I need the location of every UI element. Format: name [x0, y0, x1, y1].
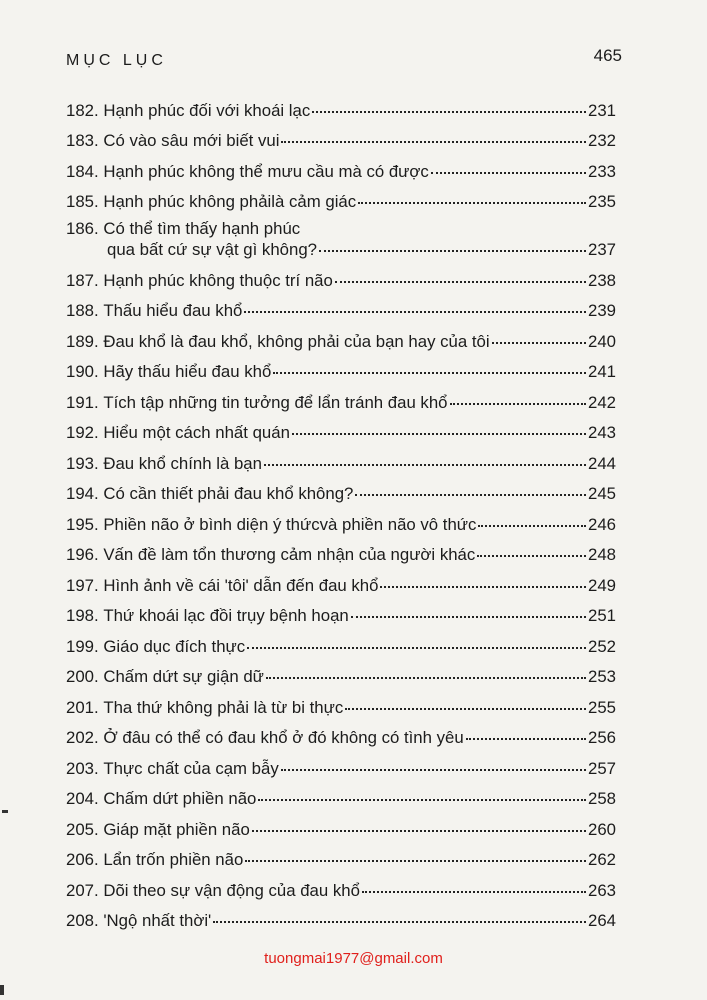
toc-entry — [66, 571, 616, 602]
toc-entry-line — [66, 101, 616, 121]
dot-leader — [477, 555, 586, 557]
toc-entry-page: 241 — [588, 362, 616, 381]
toc-entry-page: 249 — [588, 575, 616, 595]
toc-entry-number: 204. — [66, 789, 99, 808]
section-title: MỤC LỤC — [66, 52, 167, 69]
toc-entry-line — [66, 820, 616, 840]
toc-entry-title: qua bất cứ sự vật gì không? — [107, 240, 317, 259]
toc-entry-line — [66, 423, 616, 443]
toc-entry-line — [66, 192, 616, 212]
toc-entry — [66, 785, 616, 816]
toc-entry — [66, 754, 616, 785]
toc-entry-line — [66, 545, 616, 565]
toc-entry — [66, 266, 616, 297]
toc-entry-number: 192. — [66, 423, 99, 442]
toc-entry-line — [66, 850, 616, 870]
dot-leader — [492, 342, 586, 344]
dot-leader — [450, 403, 587, 405]
toc-entry — [66, 480, 616, 511]
toc-entry-line — [66, 393, 616, 413]
toc-entry-page: 260 — [588, 819, 616, 839]
toc-entry-page: 245 — [588, 484, 616, 503]
toc-entry-page: 258 — [588, 789, 616, 808]
toc-entry — [66, 541, 616, 572]
toc-entry-number: 203. — [66, 758, 99, 778]
dot-leader — [358, 202, 586, 204]
toc-entry-page: 251 — [588, 606, 616, 625]
toc-entry-line — [66, 698, 616, 718]
toc-entry-page: 255 — [588, 697, 616, 717]
toc-entry-number: 191. — [66, 392, 99, 412]
dot-leader — [355, 494, 586, 496]
toc-entry-page: 257 — [588, 758, 616, 778]
toc-entry-title: Thấu hiểu đau khổ — [103, 301, 243, 320]
dot-leader — [431, 172, 586, 174]
dot-leader — [266, 677, 586, 679]
toc-entry-number: 198. — [66, 606, 99, 625]
scan-mark — [0, 985, 4, 995]
toc-entry — [66, 327, 616, 358]
dot-leader — [213, 921, 586, 923]
toc-entry — [66, 663, 616, 694]
toc-entry-number: 185. — [66, 192, 99, 211]
toc-entry-title-line1 — [66, 219, 300, 239]
toc-entry-number: 200. — [66, 667, 99, 686]
toc-entry-title: Chấm dứt phiền não — [103, 789, 257, 808]
toc-entry-line — [66, 271, 616, 291]
toc-entry-line — [66, 131, 616, 151]
toc-entry — [66, 724, 616, 755]
dot-leader — [252, 830, 586, 832]
page-header — [66, 46, 622, 76]
toc-entry-number: 187. — [66, 270, 99, 290]
toc-entry-line — [66, 484, 616, 504]
toc-entry-number: 201. — [66, 697, 99, 717]
toc-entry-number: 208. — [66, 911, 99, 930]
dot-leader — [281, 769, 586, 771]
toc-entry — [66, 815, 616, 846]
toc-entry — [66, 602, 616, 633]
toc-entry-line — [66, 667, 616, 687]
toc-entry-page: 246 — [588, 514, 616, 534]
toc-entry — [66, 218, 616, 266]
toc-entry-number: 182. — [66, 100, 99, 120]
table-of-contents — [66, 96, 616, 937]
toc-entry-title: Giáo dục đích thực — [103, 636, 246, 656]
toc-entry-number: 183. — [66, 131, 99, 150]
dot-leader — [335, 281, 586, 283]
toc-entry-title: Hạnh phúc đối với khoái lạc — [103, 100, 311, 120]
dot-leader — [247, 647, 586, 649]
toc-entry-line — [66, 881, 616, 901]
toc-entry — [66, 876, 616, 907]
toc-entry-page: 262 — [588, 850, 616, 869]
toc-entry-line — [66, 789, 616, 809]
dot-leader — [351, 616, 586, 618]
toc-entry-line — [66, 911, 616, 931]
toc-entry-title: Ở đâu có thể có đau khổ ở đó không có tình yêu — [103, 728, 464, 747]
toc-entry-title: Giáp mặt phiền não — [103, 819, 250, 839]
toc-entry-page: 244 — [588, 453, 616, 473]
toc-entry — [66, 449, 616, 480]
toc-entry-line — [66, 332, 616, 352]
toc-entry-page: 237 — [588, 240, 616, 259]
toc-entry — [66, 358, 616, 389]
toc-entry-line — [66, 162, 616, 182]
toc-entry-line — [66, 576, 616, 596]
toc-entry-number: 188. — [66, 301, 99, 320]
toc-entry-number: 184. — [66, 161, 99, 181]
toc-entry — [66, 96, 616, 127]
toc-entry-number: 189. — [66, 331, 99, 351]
toc-entry-page: 233 — [588, 161, 616, 181]
toc-entry-title: Hạnh phúc không phảilà cảm giác — [103, 192, 357, 211]
toc-entry — [66, 297, 616, 328]
dot-leader — [312, 111, 586, 113]
toc-entry-page: 235 — [588, 192, 616, 211]
toc-entry-number: 202. — [66, 728, 99, 747]
toc-entry-page: 253 — [588, 667, 616, 686]
dot-leader — [478, 525, 586, 527]
toc-entry-title: Tha thứ không phải là từ bi thực — [103, 697, 344, 717]
toc-entry-title: Đau khổ là đau khổ, không phải của bạn hay của tôi — [103, 331, 490, 351]
toc-entry — [66, 907, 616, 938]
toc-entry-line — [66, 606, 616, 626]
toc-entry-number: 207. — [66, 880, 99, 900]
toc-entry-line — [66, 515, 616, 535]
page-number: 465 — [593, 46, 622, 65]
toc-entry — [66, 127, 616, 158]
toc-entry-line — [66, 301, 616, 321]
toc-entry-page: 239 — [588, 301, 616, 320]
dot-leader — [466, 738, 586, 740]
toc-entry-page: 242 — [588, 392, 616, 412]
dot-leader — [281, 141, 586, 143]
toc-entry-title: Vấn đề làm tổn thương cảm nhận của người khác — [103, 545, 476, 564]
dot-leader — [258, 799, 586, 801]
toc-entry-page: 232 — [588, 131, 616, 150]
toc-entry-number: 205. — [66, 819, 99, 839]
dot-leader — [264, 464, 586, 466]
toc-entry — [66, 419, 616, 450]
toc-entry-title: Chấm dứt sự giận dữ — [103, 667, 264, 686]
dot-leader — [362, 891, 586, 893]
toc-entry-title: Hình ảnh về cái 'tôi' dẫn đến đau khổ — [103, 575, 379, 595]
toc-entry-page: 238 — [588, 270, 616, 290]
toc-entry-number: 190. — [66, 362, 99, 381]
toc-entry-number: 193. — [66, 453, 99, 473]
toc-entry — [66, 632, 616, 663]
toc-entry-title: Hiểu một cách nhất quán — [103, 423, 290, 442]
dot-leader — [273, 372, 586, 374]
toc-entry — [66, 388, 616, 419]
toc-entry-title: Hạnh phúc không thuộc trí não — [103, 270, 333, 290]
dot-leader — [292, 433, 586, 435]
dot-leader — [380, 586, 586, 588]
toc-entry-number: 196. — [66, 545, 99, 564]
toc-entry-page: 243 — [588, 423, 616, 442]
toc-entry-number: 194. — [66, 484, 99, 503]
dot-leader — [245, 860, 586, 862]
toc-entry-title: Đau khổ chính là bạn — [103, 453, 262, 473]
toc-entry-number: 199. — [66, 636, 99, 656]
toc-entry-title: Lẩn trốn phiền não — [103, 850, 244, 869]
toc-entry-page: 263 — [588, 880, 616, 900]
scan-mark — [2, 810, 8, 813]
toc-entry-number: 195. — [66, 514, 99, 534]
toc-entry-number: 197. — [66, 575, 99, 595]
toc-entry — [66, 510, 616, 541]
toc-entry-title: Dõi theo sự vận động của đau khổ — [103, 880, 360, 900]
dot-leader — [244, 311, 586, 313]
toc-entry-page: 264 — [588, 911, 616, 930]
toc-entry-line — [66, 362, 616, 382]
toc-entry-page: 252 — [588, 636, 616, 656]
toc-entry-title: Hãy thấu hiểu đau khổ — [103, 362, 272, 381]
dot-leader — [345, 708, 586, 710]
toc-entry-title: Thứ khoái lạc đồi trụy bệnh hoạn — [103, 606, 349, 625]
toc-entry — [66, 157, 616, 188]
toc-entry-title: Phiền não ở bình diện ý thứcvà phiền não vô thức — [103, 514, 477, 534]
toc-entry-page: 240 — [588, 331, 616, 351]
toc-entry-title: Tích tập những tin tưởng để lẩn tránh đau khổ — [103, 392, 448, 412]
toc-entry-title: Có cần thiết phải đau khổ không? — [103, 484, 354, 503]
toc-entry-title: Có vào sâu mới biết vui — [103, 131, 280, 150]
toc-entry — [66, 188, 616, 219]
footer-email: tuongmai1977@gmail.com — [264, 950, 443, 967]
toc-entry-line — [66, 454, 616, 474]
toc-entry-page: 248 — [588, 545, 616, 564]
toc-entry — [66, 693, 616, 724]
toc-entry-title: Hạnh phúc không thể mưu cầu mà có được — [103, 161, 429, 181]
toc-entry-page: 256 — [588, 728, 616, 747]
dot-leader — [319, 250, 586, 252]
toc-entry-number: 206. — [66, 850, 99, 869]
toc-entry-line — [66, 728, 616, 748]
toc-entry-line — [66, 759, 616, 779]
toc-entry-page: 231 — [588, 100, 616, 120]
toc-entry-title: 'Ngộ nhất thời' — [103, 911, 212, 930]
toc-entry-title: Có thể tìm thấy hạnh phúc — [103, 219, 301, 238]
toc-entry-number: 186. — [66, 219, 99, 238]
toc-entry-line — [66, 240, 616, 260]
toc-entry-line — [66, 637, 616, 657]
toc-entry-title: Thực chất của cạm bẫy — [103, 758, 279, 778]
toc-entry — [66, 846, 616, 877]
